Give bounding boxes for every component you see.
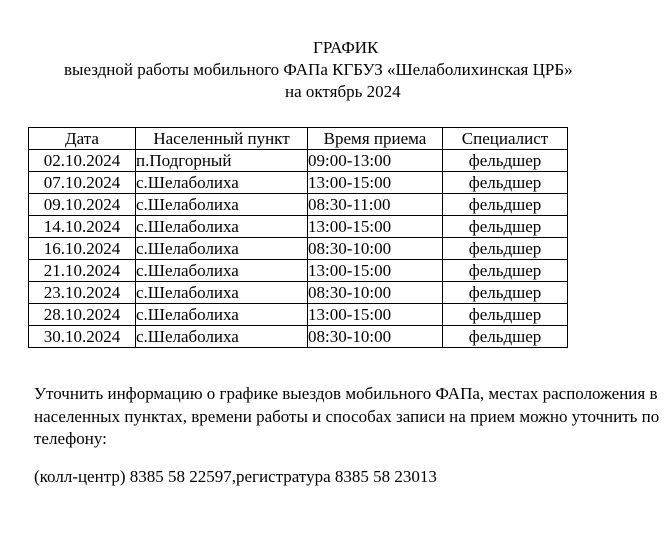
table-row xyxy=(29,194,568,216)
cell-time: 08:30-10:00 xyxy=(308,326,443,348)
cell-date: 07.10.2024 xyxy=(29,172,136,194)
cell-time: 08:30-10:00 xyxy=(308,238,443,260)
cell-place: с.Шелаболиха xyxy=(136,304,308,326)
column-header-place: Населенный пункт xyxy=(136,128,308,150)
table-row xyxy=(29,260,568,282)
cell-time: 13:00-15:00 xyxy=(308,172,443,194)
cell-place: с.Шелаболиха xyxy=(136,194,308,216)
table-row xyxy=(29,172,568,194)
cell-date: 09.10.2024 xyxy=(29,194,136,216)
cell-date: 16.10.2024 xyxy=(29,238,136,260)
title-period: на октябрь 2024 xyxy=(285,82,401,101)
cell-date: 02.10.2024 xyxy=(29,150,136,172)
table-row xyxy=(29,150,568,172)
cell-time: 09:00-13:00 xyxy=(308,150,443,172)
column-header-date: Дата xyxy=(29,128,136,150)
cell-time: 13:00-15:00 xyxy=(308,216,443,238)
cell-date: 23.10.2024 xyxy=(29,282,136,304)
cell-specialist: фельдшер xyxy=(443,326,568,348)
cell-time: 08:30-11:00 xyxy=(308,194,443,216)
cell-date: 30.10.2024 xyxy=(29,326,136,348)
column-header-specialist: Специалист xyxy=(443,128,568,150)
cell-specialist: фельдшер xyxy=(443,150,568,172)
cell-specialist: фельдшер xyxy=(443,194,568,216)
cell-time: 08:30-10:00 xyxy=(308,282,443,304)
info-note-text: Уточнить информацию о графике выездов мобильного ФАПа, местах расположения в населенных пунктах, времени работы и способах записи на прием можно уточнить по телефону: xyxy=(34,384,660,448)
title-subheading: выездной работы мобильного ФАПа КГБУЗ «Шелаболихинская ЦРБ» xyxy=(64,60,573,79)
cell-specialist: фельдшер xyxy=(443,238,568,260)
cell-specialist: фельдшер xyxy=(443,172,568,194)
table-row xyxy=(29,282,568,304)
cell-place: п.Подгорный xyxy=(136,150,308,172)
cell-place: с.Шелаболиха xyxy=(136,238,308,260)
title-heading: ГРАФИК xyxy=(313,38,379,57)
cell-specialist: фельдшер xyxy=(443,304,568,326)
schedule-table xyxy=(28,127,568,348)
cell-place: с.Шелаболиха xyxy=(136,326,308,348)
cell-specialist: фельдшер xyxy=(443,216,568,238)
cell-time: 13:00-15:00 xyxy=(308,260,443,282)
table-row xyxy=(29,238,568,260)
table-row xyxy=(29,326,568,348)
cell-date: 28.10.2024 xyxy=(29,304,136,326)
cell-place: с.Шелаболиха xyxy=(136,172,308,194)
cell-date: 21.10.2024 xyxy=(29,260,136,282)
cell-place: с.Шелаболиха xyxy=(136,260,308,282)
info-note xyxy=(34,383,664,451)
column-header-time: Время приема xyxy=(308,128,443,150)
cell-place: с.Шелаболиха xyxy=(136,216,308,238)
cell-specialist: фельдшер xyxy=(443,282,568,304)
table-header-row xyxy=(29,128,568,150)
cell-time: 13:00-15:00 xyxy=(308,304,443,326)
cell-specialist: фельдшер xyxy=(443,260,568,282)
contact-phones: (колл-центр) 8385 58 22597,регистратура 8385 58 23013 xyxy=(34,467,437,486)
cell-date: 14.10.2024 xyxy=(29,216,136,238)
table-row xyxy=(29,304,568,326)
cell-place: с.Шелаболиха xyxy=(136,282,308,304)
table-row xyxy=(29,216,568,238)
